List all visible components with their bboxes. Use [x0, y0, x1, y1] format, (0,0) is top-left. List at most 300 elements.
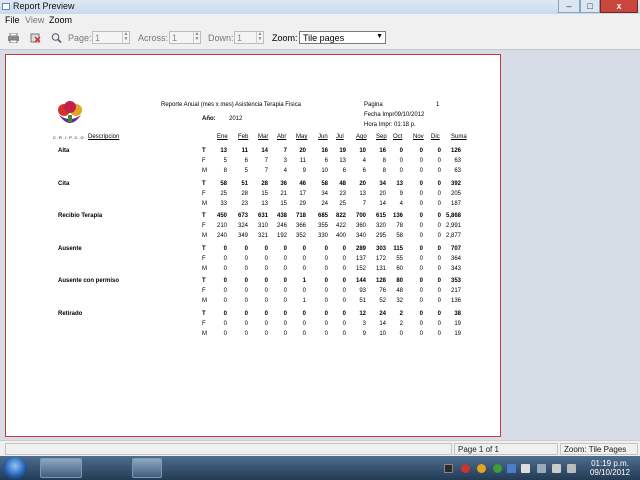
table-cell: 355: [317, 223, 328, 229]
table-cell: 14: [379, 200, 386, 207]
spinner-arrows-icon[interactable]: ▲ ▼: [257, 31, 263, 42]
table-cell: 0: [342, 288, 346, 294]
table-cell: 707: [450, 245, 461, 252]
table-cell: 0: [283, 255, 287, 262]
table-cell: 33: [220, 200, 227, 207]
table-cell: 6: [324, 158, 328, 164]
table-cell: 0: [437, 278, 441, 284]
row-key: T: [202, 180, 206, 187]
table-cell: 210: [216, 223, 227, 229]
table-cell: 28: [261, 180, 268, 187]
page-number-label: Pagina: [364, 102, 383, 108]
table-cell: 343: [450, 265, 461, 272]
tray-update-icon[interactable]: [477, 464, 486, 473]
table-cell: 60: [396, 265, 403, 272]
row-key: T: [202, 278, 206, 284]
table-cell: 0: [324, 298, 328, 304]
row-key: M: [202, 265, 207, 272]
table-cell: 0: [342, 278, 346, 284]
table-cell: 20: [299, 148, 306, 154]
table-cell: 55: [396, 255, 403, 262]
table-cell: 9: [362, 330, 366, 337]
table-cell: 0: [302, 255, 306, 262]
spinner-arrows-icon[interactable]: ▲ ▼: [123, 31, 129, 42]
table-cell: 76: [379, 288, 386, 294]
table-cell: 0: [223, 278, 227, 284]
spinner-arrows-icon[interactable]: ▲ ▼: [194, 31, 200, 42]
month-header: Sep: [376, 134, 387, 140]
table-cell: 0: [244, 310, 248, 317]
table-cell: 0: [419, 288, 423, 294]
table-cell: 685: [317, 213, 328, 219]
logo-text: C.R.I.P.C.O: [53, 135, 85, 140]
table-cell: 0: [244, 330, 248, 337]
taskbar: [0, 456, 640, 480]
month-header: Oct: [393, 134, 403, 140]
table-cell: 20: [359, 180, 366, 187]
row-key: M: [202, 330, 207, 337]
table-cell: 0: [324, 245, 328, 252]
table-cell: 136: [392, 213, 403, 219]
table-cell: 24: [379, 310, 386, 317]
table-cell: 14: [379, 320, 386, 327]
table-cell: 0: [302, 310, 306, 317]
table-cell: 0: [244, 320, 248, 327]
month-header: Suma: [451, 134, 467, 140]
table-cell: 438: [276, 213, 287, 219]
table-cell: 0: [223, 245, 227, 252]
table-cell: 0: [302, 288, 306, 294]
table-cell: 6: [342, 168, 346, 174]
table-cell: 0: [244, 245, 248, 252]
table-cell: 0: [244, 278, 248, 284]
table-cell: 15: [280, 200, 287, 207]
table-cell: 450: [216, 213, 227, 219]
table-cell: 0: [437, 158, 441, 164]
table-cell: 5,868: [445, 213, 461, 219]
table-cell: 0: [264, 288, 268, 294]
taskbar-report-button[interactable]: [132, 458, 162, 478]
table-cell: 10: [321, 168, 328, 174]
table-cell: 0: [419, 320, 423, 327]
table-cell: 11: [241, 148, 248, 154]
table-cell: 5: [244, 168, 248, 174]
table-cell: 0: [342, 310, 346, 317]
row-key: F: [202, 190, 206, 197]
table-cell: 63: [454, 158, 461, 164]
table-cell: 0: [437, 200, 441, 207]
table-cell: 0: [437, 233, 441, 239]
table-cell: 80: [396, 278, 403, 284]
table-cell: 422: [335, 223, 346, 229]
table-cell: 0: [419, 245, 423, 252]
table-cell: 0: [283, 278, 287, 284]
table-cell: 0: [419, 190, 423, 197]
month-header: May: [296, 134, 308, 140]
table-cell: 38: [454, 310, 461, 317]
table-cell: 93: [359, 288, 366, 294]
table-cell: 0: [264, 255, 268, 262]
preview-area[interactable]: [0, 50, 640, 440]
table-cell: 52: [379, 298, 386, 304]
group-label: Retirado: [58, 310, 83, 317]
row-key: M: [202, 200, 207, 207]
zoom-label: Zoom:: [272, 33, 298, 43]
table-cell: 321: [257, 233, 268, 239]
table-cell: 25: [339, 200, 346, 207]
month-header: Ene: [217, 134, 228, 140]
table-cell: 303: [375, 245, 386, 252]
print-setup-icon[interactable]: [30, 33, 41, 43]
table-cell: 0: [264, 245, 268, 252]
table-cell: 19: [339, 148, 346, 154]
table-cell: 16: [321, 148, 328, 154]
table-cell: 0: [419, 158, 423, 164]
print-time: Hora Impr: 01:18 p.: [364, 122, 416, 128]
table-cell: 352: [295, 233, 306, 239]
tray-flag-icon[interactable]: [521, 464, 530, 473]
table-cell: 136: [450, 298, 461, 304]
table-cell: 10: [379, 330, 386, 337]
table-cell: 172: [375, 255, 386, 262]
table-cell: 364: [450, 255, 461, 262]
table-cell: 23: [339, 190, 346, 197]
table-cell: 0: [264, 330, 268, 337]
table-cell: 13: [220, 148, 227, 154]
table-cell: 0: [437, 190, 441, 197]
table-cell: 0: [419, 168, 423, 174]
table-cell: 16: [379, 148, 386, 154]
table-cell: 15: [261, 190, 268, 197]
down-label: Down:: [208, 33, 234, 43]
table-cell: 7: [362, 200, 366, 207]
table-cell: 7: [264, 158, 268, 164]
table-cell: 0: [283, 265, 287, 272]
table-cell: 0: [437, 255, 441, 262]
table-cell: 7: [264, 168, 268, 174]
table-cell: 320: [375, 223, 386, 229]
table-cell: 631: [257, 213, 268, 219]
table-cell: 0: [342, 330, 346, 337]
table-cell: 6: [362, 168, 366, 174]
table-cell: 13: [396, 180, 403, 187]
minimize-button[interactable]: –: [558, 0, 580, 13]
table-cell: 8: [382, 168, 386, 174]
table-cell: 0: [283, 320, 287, 327]
report-title: Reporte Anual (mes x mes) Asistencia Terapia Fisica: [161, 102, 301, 108]
table-cell: 0: [437, 213, 441, 219]
row-key: T: [202, 213, 206, 219]
menu-view[interactable]: View: [25, 15, 45, 25]
table-cell: 0: [342, 320, 346, 327]
month-header: Nov: [413, 134, 424, 140]
table-cell: 7: [283, 148, 287, 154]
chevron-down-icon[interactable]: ▼: [376, 33, 383, 40]
table-cell: 9: [399, 190, 403, 197]
tray-volume-icon[interactable]: [567, 464, 576, 473]
table-cell: 0: [223, 298, 227, 304]
table-cell: 360: [355, 223, 366, 229]
table-cell: 0: [419, 148, 423, 154]
table-cell: 78: [396, 223, 403, 229]
table-cell: 0: [437, 180, 441, 187]
table-cell: 8: [382, 158, 386, 164]
table-cell: 0: [283, 288, 287, 294]
clock-date: 09/10/2012: [589, 468, 631, 477]
table-cell: 25: [220, 190, 227, 197]
month-header: Abr: [277, 134, 287, 140]
table-cell: 14: [261, 148, 268, 154]
table-cell: 17: [299, 190, 306, 197]
table-cell: 0: [437, 168, 441, 174]
menu-file[interactable]: File: [5, 15, 20, 25]
table-cell: 19: [454, 330, 461, 337]
table-cell: 0: [324, 310, 328, 317]
table-cell: 5: [223, 158, 227, 164]
table-cell: 0: [437, 245, 441, 252]
magnifier-icon[interactable]: [51, 33, 62, 43]
table-cell: 0: [437, 310, 441, 317]
table-cell: 217: [450, 288, 461, 294]
down-spinner[interactable]: 1 ▲ ▼: [234, 31, 264, 44]
table-cell: 0: [324, 288, 328, 294]
table-cell: 0: [437, 223, 441, 229]
table-cell: 11: [299, 158, 306, 164]
menu-zoom[interactable]: Zoom: [49, 15, 73, 25]
tray-network-icon[interactable]: [507, 464, 516, 473]
table-cell: 48: [339, 180, 346, 187]
table-cell: 0: [302, 320, 306, 327]
table-cell: 0: [324, 278, 328, 284]
table-cell: 0: [342, 298, 346, 304]
month-header: Mar: [258, 134, 269, 140]
table-cell: 58: [396, 233, 403, 239]
table-cell: 192: [276, 233, 287, 239]
table-cell: 0: [264, 320, 268, 327]
table-cell: 0: [419, 233, 423, 239]
table-cell: 0: [264, 298, 268, 304]
table-cell: 48: [396, 288, 403, 294]
table-cell: 0: [244, 265, 248, 272]
table-cell: 310: [257, 223, 268, 229]
table-cell: 46: [299, 180, 306, 187]
table-cell: 0: [223, 265, 227, 272]
page-spinner[interactable]: 1 ▲ ▼: [92, 31, 130, 44]
table-cell: 13: [359, 190, 366, 197]
table-cell: 4: [283, 168, 287, 174]
status-panel-main: [5, 443, 452, 455]
description-header: Descripcion: [88, 134, 120, 140]
table-cell: 0: [419, 180, 423, 187]
year-value: 2012: [229, 116, 243, 122]
close-button[interactable]: x: [600, 0, 638, 13]
table-cell: 12: [359, 310, 366, 317]
start-button[interactable]: [3, 457, 27, 479]
row-key: T: [202, 245, 206, 252]
table-cell: 0: [419, 213, 423, 219]
table-cell: 700: [355, 213, 366, 219]
table-cell: 673: [237, 213, 248, 219]
month-header: Ago: [356, 134, 367, 140]
table-cell: 349: [237, 233, 248, 239]
table-cell: 295: [375, 233, 386, 239]
table-cell: 0: [342, 245, 346, 252]
table-cell: 0: [283, 310, 287, 317]
table-cell: 2: [399, 320, 403, 327]
table-cell: 152: [355, 265, 366, 272]
table-cell: 0: [223, 255, 227, 262]
toolbar: [0, 26, 640, 50]
table-cell: 4: [399, 200, 403, 207]
table-cell: 63: [454, 168, 461, 174]
row-key: M: [202, 233, 207, 239]
table-cell: 0: [437, 288, 441, 294]
tray-status-icon[interactable]: [493, 464, 502, 473]
table-cell: 615: [375, 213, 386, 219]
table-cell: 400: [335, 233, 346, 239]
table-cell: 330: [317, 233, 328, 239]
table-cell: 0: [419, 330, 423, 337]
table-cell: 23: [241, 200, 248, 207]
taskbar-clock[interactable]: [584, 459, 636, 477]
table-cell: 58: [321, 180, 328, 187]
menu-bar: [0, 14, 640, 26]
table-cell: 1: [302, 298, 306, 304]
tray-battery-icon[interactable]: [552, 464, 561, 473]
crippco-logo-icon: [55, 99, 85, 133]
table-cell: 0: [302, 245, 306, 252]
status-pages: Page 1 of 1: [454, 443, 558, 455]
tray-app-icon[interactable]: [444, 464, 453, 473]
taskbar-app-button[interactable]: [40, 458, 82, 478]
report-page: [5, 54, 501, 437]
row-key: F: [202, 320, 206, 327]
maximize-button[interactable]: □: [580, 0, 600, 13]
table-cell: 10: [359, 148, 366, 154]
table-cell: 2: [399, 310, 403, 317]
table-cell: 137: [355, 255, 366, 262]
app-icon: [2, 3, 10, 10]
row-key: T: [202, 148, 206, 154]
table-cell: 144: [355, 278, 366, 284]
table-cell: 392: [450, 180, 461, 187]
across-label: Across:: [138, 33, 169, 43]
table-cell: 8: [223, 168, 227, 174]
table-cell: 0: [223, 288, 227, 294]
table-cell: 822: [335, 213, 346, 219]
clock-time: 01:19 p.m.: [591, 459, 629, 468]
table-cell: 4: [362, 158, 366, 164]
table-cell: 0: [419, 265, 423, 272]
table-cell: 289: [355, 245, 366, 252]
row-key: T: [202, 310, 206, 317]
table-cell: 324: [237, 223, 248, 229]
table-cell: 34: [321, 190, 328, 197]
printer-icon[interactable]: [8, 33, 19, 43]
table-cell: 3: [283, 158, 287, 164]
table-cell: 2,991: [445, 223, 461, 229]
group-label: Ausente: [58, 245, 82, 252]
table-cell: 0: [342, 255, 346, 262]
table-cell: 240: [216, 233, 227, 239]
window-title: Report Preview: [13, 1, 75, 11]
table-cell: 366: [295, 223, 306, 229]
month-header: Jun: [318, 134, 328, 140]
table-cell: 0: [419, 298, 423, 304]
group-label: Recibio Terapia: [58, 213, 103, 219]
table-cell: 36: [280, 180, 287, 187]
table-cell: 21: [280, 190, 287, 197]
table-cell: 0: [399, 168, 403, 174]
table-cell: 0: [324, 255, 328, 262]
year-label: Año:: [202, 116, 216, 122]
table-cell: 19: [454, 320, 461, 327]
row-key: M: [202, 298, 207, 304]
table-cell: 0: [437, 298, 441, 304]
table-cell: 0: [264, 310, 268, 317]
table-cell: 24: [321, 200, 328, 207]
table-cell: 0: [244, 255, 248, 262]
table-cell: 0: [419, 200, 423, 207]
table-cell: 0: [324, 330, 328, 337]
row-key: M: [202, 168, 207, 174]
table-cell: 13: [339, 158, 346, 164]
group-label: Alta: [58, 148, 70, 154]
table-cell: 0: [437, 330, 441, 337]
row-key: F: [202, 255, 206, 262]
tray-antivirus-icon[interactable]: [461, 464, 470, 473]
across-spinner[interactable]: 1 ▲ ▼: [169, 31, 201, 44]
table-cell: 34: [379, 180, 386, 187]
group-label: Cita: [58, 180, 70, 187]
table-cell: 0: [324, 320, 328, 327]
table-cell: 0: [302, 265, 306, 272]
table-cell: 0: [324, 265, 328, 272]
table-cell: 131: [375, 265, 386, 272]
table-cell: 28: [241, 190, 248, 197]
table-cell: 0: [244, 288, 248, 294]
title-bar: [0, 0, 640, 14]
table-cell: 1: [302, 278, 306, 284]
table-cell: 0: [302, 330, 306, 337]
month-header: Jul: [336, 134, 344, 140]
table-cell: 0: [399, 158, 403, 164]
table-cell: 353: [450, 278, 461, 284]
table-cell: 0: [283, 330, 287, 337]
table-cell: 0: [342, 265, 346, 272]
table-cell: 29: [299, 200, 306, 207]
table-cell: 187: [450, 200, 461, 207]
table-cell: 20: [379, 190, 386, 197]
table-cell: 6: [244, 158, 248, 164]
page-number: 1: [436, 102, 440, 108]
print-date: Fecha Impr09/10/2012: [364, 112, 425, 118]
table-cell: 126: [450, 148, 461, 154]
table-cell: 340: [355, 233, 366, 239]
month-header: Feb: [238, 134, 249, 140]
status-bar: [0, 440, 640, 456]
tray-signal-icon[interactable]: [537, 464, 546, 473]
table-cell: 115: [393, 245, 403, 252]
table-cell: 0: [244, 298, 248, 304]
table-cell: 0: [223, 330, 227, 337]
zoom-select[interactable]: Tile pages ▼: [299, 31, 386, 44]
table-cell: 718: [295, 213, 306, 219]
table-cell: 2,877: [445, 233, 461, 239]
row-key: F: [202, 288, 206, 294]
table-cell: 0: [437, 265, 441, 272]
page-label: Page:: [68, 33, 92, 43]
